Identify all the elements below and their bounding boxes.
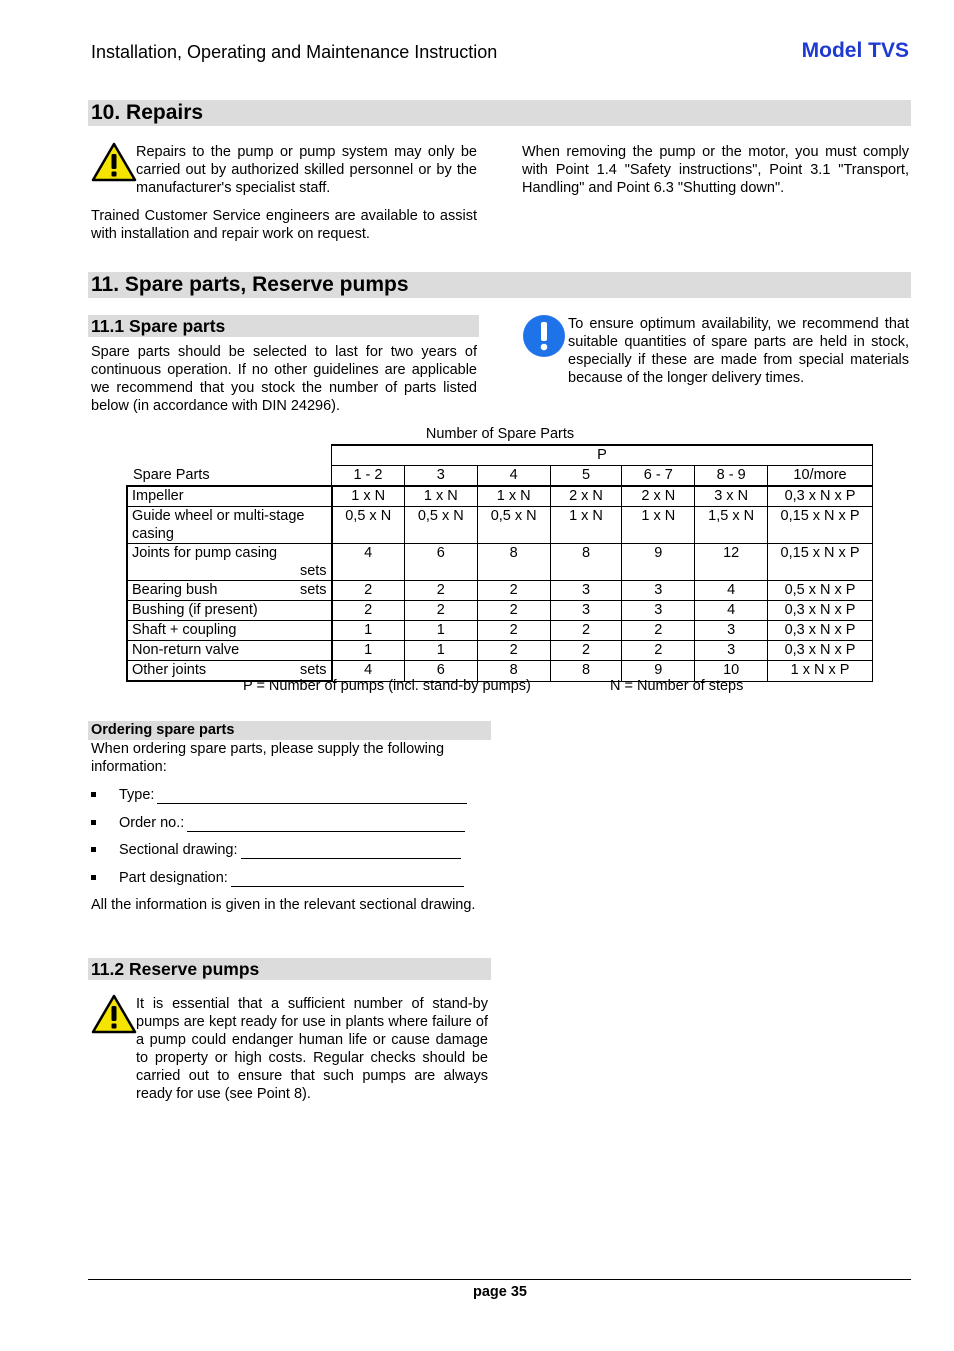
table-row <box>127 486 873 507</box>
table-cell: 2 x N <box>550 486 622 507</box>
table-cell: 4 <box>332 544 405 581</box>
table-cell: 2 <box>332 581 405 601</box>
table-cell: 0,3 x N x P <box>768 486 873 507</box>
subsection-heading-reserve <box>88 958 491 980</box>
part-name: Guide wheel or multi-stage casing <box>132 508 305 542</box>
part-name: Non-return valve <box>132 642 240 658</box>
item-label: Order no.: <box>119 814 185 831</box>
table-cell: 0,3 x N x P <box>768 601 873 621</box>
table-row <box>127 507 873 544</box>
table-cell: 1 <box>332 621 405 641</box>
table-cell: 1 <box>332 641 405 661</box>
table-row <box>127 581 873 601</box>
item-label: Part designation: <box>119 869 228 886</box>
table-cell: 0,5 x N <box>404 507 477 544</box>
part-name: Bushing (if present) <box>132 602 258 618</box>
table-cell: 0,5 x N x P <box>768 581 873 601</box>
table-cell: 0,5 x N <box>477 507 550 544</box>
section-heading-repairs <box>88 100 911 126</box>
table-row <box>127 621 873 641</box>
item-label: Sectional drawing: <box>119 842 238 858</box>
unit-label: sets <box>299 563 327 579</box>
table-cell: 2 <box>622 641 695 661</box>
ordering-closing: All the information is given in the relevant sectional drawing. <box>91 897 476 913</box>
table-cell: 2 <box>622 621 695 641</box>
ordering-heading-band <box>88 721 491 740</box>
table-cell: 10 <box>695 661 768 682</box>
row-label-cell <box>127 581 332 601</box>
table-cell: 8 <box>550 661 622 682</box>
subsection-heading-spare-parts <box>88 315 479 337</box>
table-cell: 3 <box>550 601 622 621</box>
table-cell: 4 <box>332 661 405 682</box>
list-item <box>91 786 491 814</box>
table-cell: 8 <box>477 661 550 682</box>
part-name: Shaft + coupling <box>132 622 237 638</box>
spare-info-text: To ensure optimum availability, we recommend that suitable quantities of spare parts are held in stock, especially if these are made from special materials because of the longer delivery times. <box>568 316 909 386</box>
spare-parts-table <box>126 444 873 682</box>
table-cell: 0,15 x N x P <box>768 544 873 581</box>
table-cell: 2 <box>477 621 550 641</box>
warning-triangle-icon <box>91 142 137 182</box>
table-cell: 9 <box>622 661 695 682</box>
table-cell: 0,5 x N <box>332 507 405 544</box>
table-row <box>127 641 873 661</box>
part-name: Bearing bush <box>132 582 218 598</box>
table-cell: 6 <box>404 544 477 581</box>
row-label-cell <box>127 601 332 621</box>
list-item <box>91 841 491 869</box>
bullet-marker <box>91 847 96 852</box>
table-cell: 2 <box>332 601 405 621</box>
col-header: 10/more <box>768 466 873 487</box>
table-cell: 1 x N <box>332 486 405 507</box>
col-header: 5 <box>550 466 622 487</box>
note-n: N = Number of steps <box>610 678 744 694</box>
table-cell: 6 <box>404 661 477 682</box>
table-cell: 2 <box>550 641 622 661</box>
col-header: 4 <box>477 466 550 487</box>
repairs-paragraph: Trained Customer Service engineers are available to assist with installation and repair work on request. <box>91 208 477 242</box>
repairs-right-paragraph: When removing the pump or the motor, you must comply with Point 1.4 "Safety instructions", Point 3.1 "Transport, Handling" and Point 6.3 "Shutting down". <box>522 144 909 196</box>
reserve-heading: 11.2 Reserve pumps <box>91 959 260 979</box>
spare-heading: 11. Spare parts, Reserve pumps <box>91 273 409 296</box>
repairs-heading: 10. Repairs <box>91 101 204 124</box>
table-cell: 3 <box>695 641 768 661</box>
document-title: Installation, Operating and Maintenance Instruction <box>91 42 498 62</box>
ordering-list <box>91 786 491 896</box>
spare-paragraph: Spare parts should be selected to last for two years of continuous operation. If no other guidelines are applicable we recommend that you stock the number of parts listed below (in accordance with DIN 24296). <box>91 344 477 414</box>
table-cell: 1 x N <box>622 507 695 544</box>
table-cell: 0,3 x N x P <box>768 621 873 641</box>
table-body <box>127 486 873 681</box>
table-cell: 2 x N <box>622 486 695 507</box>
row-label-cell <box>127 486 332 507</box>
table-row <box>127 544 873 581</box>
part-name: Other joints <box>132 662 207 678</box>
table-cell: 1 x N <box>404 486 477 507</box>
table-cell: 3 <box>695 621 768 641</box>
row-label-cell <box>127 641 332 661</box>
table-cell: 0,15 x N x P <box>768 507 873 544</box>
row-label-cell <box>127 621 332 641</box>
repairs-warning-text: Repairs to the pump or pump system may only be carried out by authorized skilled personnel or by the manufacturer's specialist staff. <box>136 144 477 196</box>
table-cell: 3 <box>622 581 695 601</box>
table-cell: 1 <box>404 641 477 661</box>
model-label: Model TVS <box>801 39 909 62</box>
bullet-marker <box>91 875 96 880</box>
fill-in-line[interactable] <box>241 844 461 859</box>
table-cell: 2 <box>404 581 477 601</box>
table-cell: 1 x N <box>477 486 550 507</box>
col-header: 1 - 2 <box>332 466 405 487</box>
exclamation-circle-icon <box>522 314 566 358</box>
unit-label: sets <box>299 582 327 598</box>
footer-rule <box>88 1279 911 1280</box>
parts-header: Spare Parts <box>127 466 332 487</box>
table-cell: 1 <box>404 621 477 641</box>
item-label: Type: <box>119 787 155 803</box>
page-number: page 35 <box>473 1284 527 1300</box>
p-header: P <box>332 445 873 466</box>
table-caption: Number of Spare Parts <box>425 426 575 442</box>
fill-in-line[interactable] <box>187 817 465 832</box>
col-header: 3 <box>404 466 477 487</box>
list-item <box>91 814 491 842</box>
ordering-intro: When ordering spare parts, please supply the following information: <box>91 741 445 775</box>
table-cell: 8 <box>477 544 550 581</box>
ordering-heading: Ordering spare parts <box>91 722 235 738</box>
spare-subheading: 11.1 Spare parts <box>91 316 226 336</box>
table-cell: 3 <box>622 601 695 621</box>
warning-triangle-icon <box>91 994 137 1034</box>
bullet-marker <box>91 792 96 797</box>
table-cell: 12 <box>695 544 768 581</box>
table-cell: 9 <box>622 544 695 581</box>
section-heading-spare-parts <box>88 272 911 298</box>
table-cell: 2 <box>404 601 477 621</box>
bullet-marker <box>91 820 96 825</box>
table-cell: 3 x N <box>695 486 768 507</box>
row-label-cell <box>127 507 332 544</box>
table-row <box>127 601 873 621</box>
table-cell: 2 <box>477 601 550 621</box>
table-cell: 4 <box>695 601 768 621</box>
table-cell: 2 <box>477 581 550 601</box>
part-name: Joints for pump casing <box>132 545 278 561</box>
table-cell: 3 <box>550 581 622 601</box>
table-cell: 0,3 x N x P <box>768 641 873 661</box>
table-cell: 1,5 x N <box>695 507 768 544</box>
col-header: 8 - 9 <box>695 466 768 487</box>
part-name: Impeller <box>132 488 184 504</box>
unit-label: sets <box>299 662 327 678</box>
reserve-warning-text: It is essential that a sufficient number of stand-by pumps are kept ready for use in plants where failure of a pump could endanger human life or cause damage to property or high costs. Regular checks should be carried out to ensure that such pumps are always ready for use (see Point 8). <box>136 996 488 1102</box>
table-cell: 2 <box>550 621 622 641</box>
row-label-cell <box>127 544 332 581</box>
fill-in-line[interactable] <box>157 789 467 804</box>
note-p: P = Number of pumps (incl. stand-by pumps) <box>243 678 531 694</box>
table-cell: 2 <box>477 641 550 661</box>
table-cell: 1 x N x P <box>768 661 873 682</box>
table-cell: 1 x N <box>550 507 622 544</box>
table-cell: 8 <box>550 544 622 581</box>
table-cell: 4 <box>695 581 768 601</box>
col-header: 6 - 7 <box>622 466 695 487</box>
list-item <box>91 869 491 897</box>
fill-in-line[interactable] <box>231 872 464 887</box>
